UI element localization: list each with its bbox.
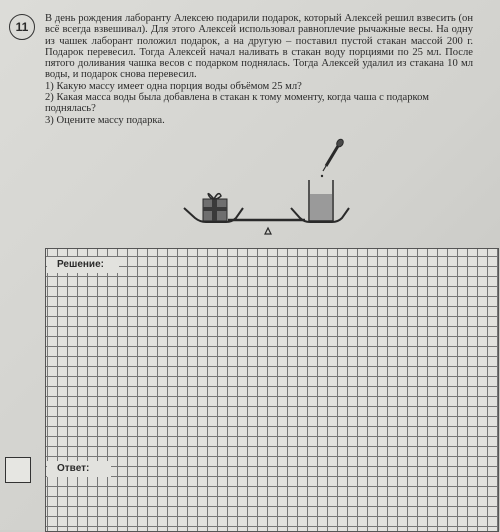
solution-label: Решение: xyxy=(47,257,119,273)
water-glass-icon xyxy=(309,180,333,221)
answer-label: Ответ: xyxy=(47,461,111,477)
question-1: 1) Какую массу имеет одна порция воды объёмом 25 мл? xyxy=(45,80,302,92)
pipette-icon xyxy=(321,138,345,177)
solution-grid[interactable] xyxy=(45,248,499,532)
question-3: 3) Оцените массу подарка. xyxy=(45,114,165,126)
task-condition: В день рождения лаборанту Алексею подарили подарок, который Алексей решил взвесить (он всё всегда взвешивал). Для этого Алексей использовал равноплечие рычажные весы. На одну из чашек лаборант положил подарок, а на другую – поставил пустой стакан массой 200 г. Подарок перевесил. Тогда Алексей начал наливать в стакан воду порциями по 25 мл. После пятого доливания чашка весов с подарком поднялась. Тогда Алексей удалил из стакана 10 мл воды, и подарок снова перевесил. xyxy=(45,13,473,81)
balance-scale-figure xyxy=(0,0,500,250)
question-2: 2) Какая масса воды была добавлена в стакан к тому моменту, когда чаша с подарком поднялась? xyxy=(45,92,429,115)
gift-box-icon xyxy=(203,194,227,221)
task-score-box[interactable] xyxy=(5,457,31,483)
task-number: 11 xyxy=(9,14,35,40)
